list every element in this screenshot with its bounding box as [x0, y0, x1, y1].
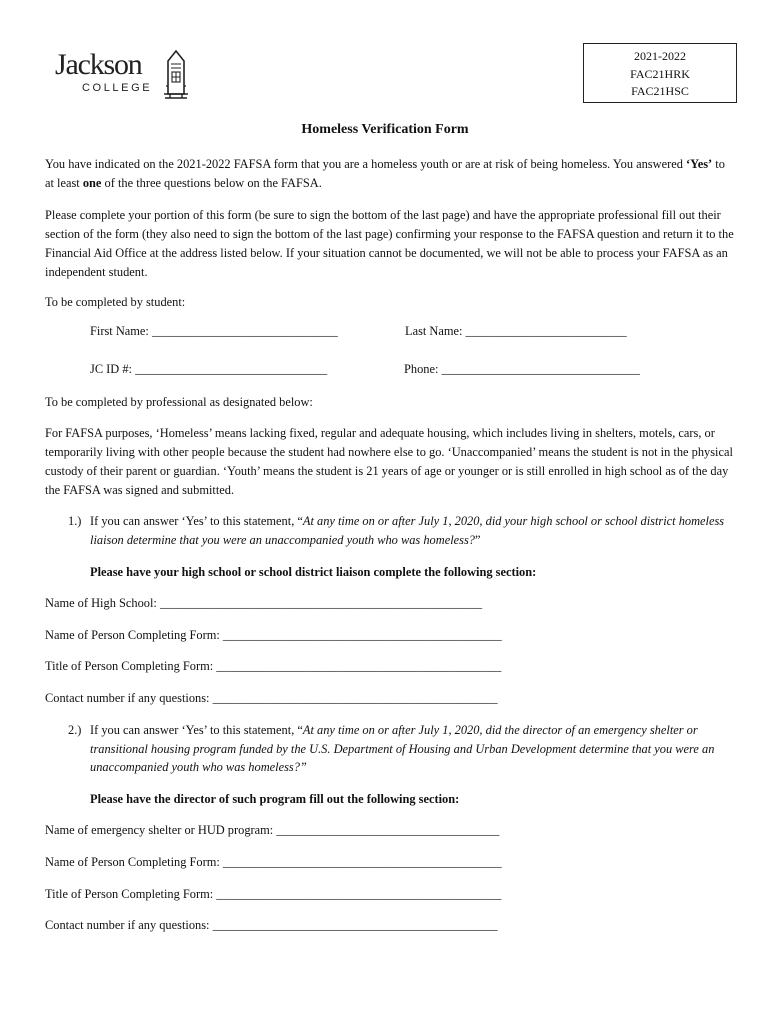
- q2-person-name-field[interactable]: Name of Person Completing Form: _____________________________________________: [45, 855, 502, 869]
- high-school-name-field[interactable]: Name of High School: ____________________________________________________: [45, 596, 483, 610]
- question-1-text: If you can answer ‘Yes’ to this statement, “At any time on or after July 1, 2020, did your high school or school district homeless liaison determine that you were an unaccompanied youth who was homeless?”: [90, 514, 725, 547]
- professional-section-heading: To be completed by professional as designated below:: [45, 395, 313, 409]
- form-title: Homeless Verification Form: [301, 122, 469, 137]
- form-code-hrk: FAC21HRK: [630, 66, 690, 81]
- last-name-field[interactable]: Last Name: __________________________: [405, 324, 627, 338]
- jackson-college-logo: [55, 48, 195, 104]
- intro-paragraph-1: You have indicated on the 2021-2022 FAFSA form that you are a homeless youth or are at risk of being homeless. You answered ‘Yes’ to at least one of the three questions below on the FAFSA.: [45, 157, 725, 190]
- question-2-text: If you can answer ‘Yes’ to this statement, “At any time on or after July 1, 2020, did the director of an emergency shelter or transitional housing program funded by the U.S. Department of Housing and Urban Development determine that you were an unaccompanied youth who was homeless?”: [90, 723, 715, 774]
- first-name-field[interactable]: First Name: ______________________________: [90, 324, 338, 338]
- question-2-number: 2.): [68, 723, 82, 737]
- jc-id-field[interactable]: JC ID #: _______________________________: [90, 362, 328, 376]
- question-1-number: 1.): [68, 514, 82, 528]
- q1-instruction: Please have your high school or school district liaison complete the following section:: [90, 565, 537, 579]
- shelter-program-name-field[interactable]: Name of emergency shelter or HUD program: ____________________________________: [45, 823, 500, 837]
- q2-contact-number-field[interactable]: Contact number if any questions: ______________________________________________: [45, 918, 498, 932]
- homeless-definition: For FAFSA purposes, ‘Homeless’ means lacking fixed, regular and adequate housing, which includes living in shelters, motels, cars, or temporarily living with other people because the student had nowhere else to go. ‘Unaccompanied’ means the student is not in the physical custody of their parent or guardian. ‘Youth’ means the student is 21 years of age or younger or is still enrolled in high school as of the day the FAFSA was signed and submitted.: [45, 426, 733, 497]
- student-section-heading: To be completed by student:: [45, 295, 186, 309]
- logo-subtitle: COLLEGE: [82, 82, 153, 94]
- q1-contact-number-field[interactable]: Contact number if any questions: ______________________________________________: [45, 691, 498, 705]
- q2-person-title-field[interactable]: Title of Person Completing Form: ______________________________________________: [45, 887, 502, 901]
- q1-person-title-field[interactable]: Title of Person Completing Form: ______________________________________________: [45, 659, 502, 673]
- tower-icon: [161, 50, 191, 100]
- form-codes-box: [583, 43, 737, 103]
- logo-wordmark: Jackson: [55, 48, 142, 81]
- phone-field[interactable]: Phone: ________________________________: [404, 362, 640, 376]
- q2-instruction: Please have the director of such program fill out the following section:: [90, 792, 460, 806]
- aid-year: 2021-2022: [634, 49, 686, 63]
- q1-person-name-field[interactable]: Name of Person Completing Form: _____________________________________________: [45, 628, 502, 642]
- form-code-hsc: FAC21HSC: [631, 84, 689, 98]
- intro-paragraph-2: Please complete your portion of this form (be sure to sign the bottom of the last page) and have the appropriate professional fill out their section of the form (they also need to sign the bottom of the last page) confirming your response to the FAFSA question and return it to the Financial Aid Office at the address listed below. If your situation cannot be documented, we will not be able to process your FAFSA as an independent student.: [45, 208, 734, 279]
